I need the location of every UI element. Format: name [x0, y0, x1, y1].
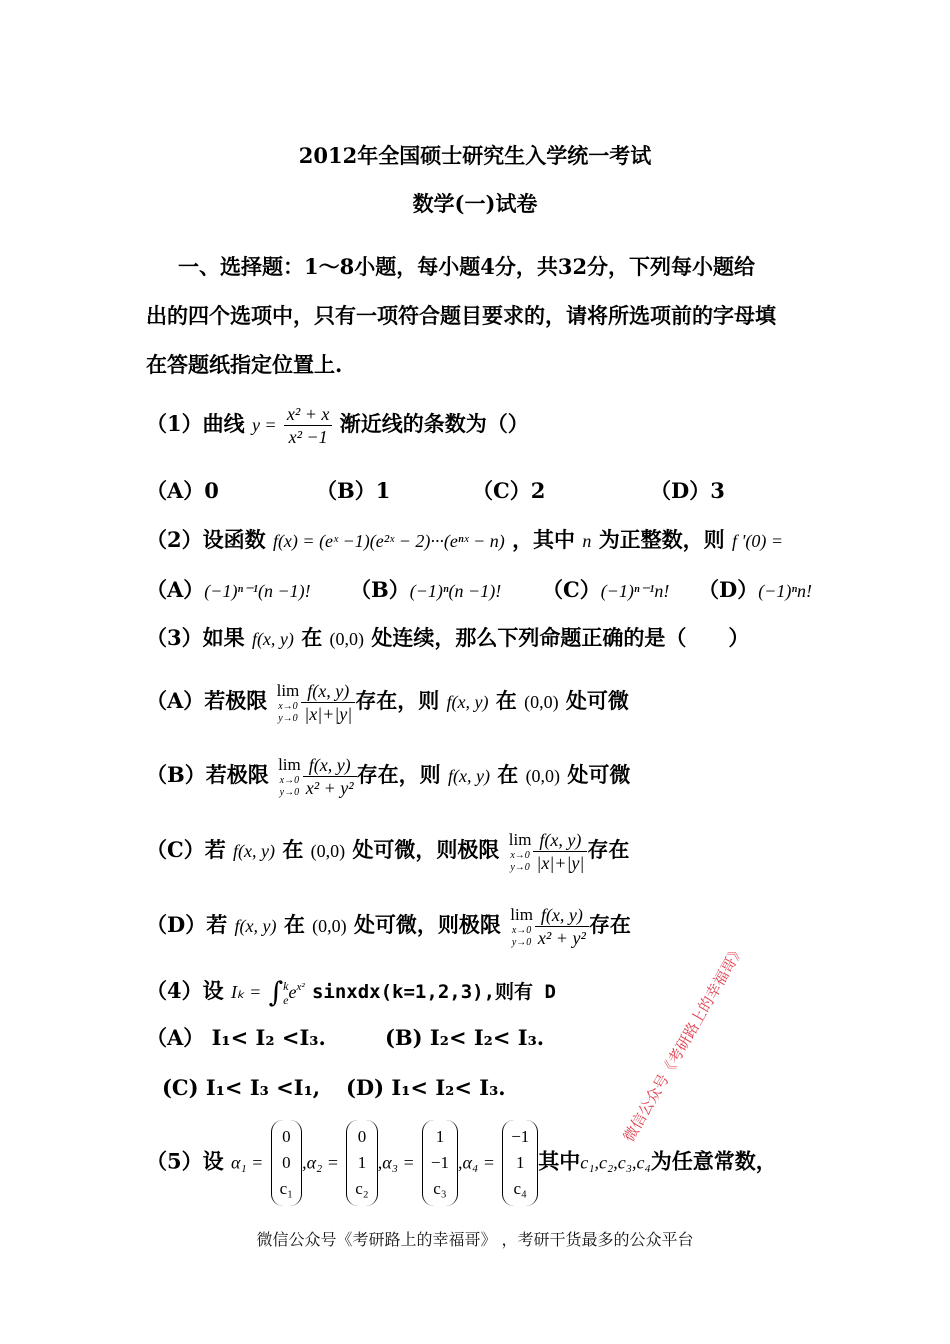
section-heading-line1: 一、选择题：1～8小题，每小题4分，共32分，下列每小题给	[178, 254, 756, 279]
q1-option-b: （B）1	[316, 478, 391, 503]
cell: c₂	[355, 1179, 369, 1198]
cell: 0	[282, 1127, 291, 1146]
q3-c-tail: 存在	[587, 837, 630, 862]
q3-a-fraction	[301, 680, 355, 725]
q2-n: n	[582, 531, 592, 551]
q2-opt-a-label: （A）	[146, 577, 205, 602]
frac-den: x² + y²	[535, 926, 589, 949]
lim-cond-y: y→0	[279, 786, 300, 798]
q4-option-d	[346, 1075, 506, 1101]
lim-cond-y: y→0	[511, 936, 532, 948]
q5-number: （5）设	[146, 1148, 224, 1174]
lim-cond-x: x→0	[511, 924, 532, 936]
lim-cond-y: y→0	[278, 712, 298, 724]
q3-a-tail: 处可微	[565, 688, 629, 713]
q4-number: （4）设	[146, 978, 224, 1003]
q3-c-f: f(x, y)	[233, 841, 275, 861]
q4-opt-a-text: （A） I₁< I₂ <I₃.	[146, 1025, 326, 1050]
q3-point: (0,0)	[329, 629, 365, 649]
q3-d-at: 在	[283, 912, 305, 937]
exam-title: 2012年全国硕士研究生入学统一考试	[298, 143, 652, 168]
q3-d-fraction	[535, 904, 589, 949]
q2-mid: ，其中	[512, 527, 576, 552]
q5-matrix-2	[346, 1120, 377, 1206]
cell: −1	[511, 1127, 530, 1146]
q5-alpha2: ,α₂ =	[302, 1152, 339, 1173]
q4-integrand: e	[288, 982, 297, 1002]
q3-f: f(x, y)	[251, 629, 294, 649]
q3-d-lead: （D）若	[146, 912, 228, 937]
cell: 1	[435, 1127, 445, 1146]
q4-tail: sinxdx(k=1,2,3),则有 D	[311, 981, 556, 1003]
q4-option-b	[385, 1025, 544, 1051]
cell: c₁	[279, 1179, 294, 1198]
lim-word: lim	[510, 904, 533, 924]
q3-a-limit	[277, 681, 300, 725]
lim-cond-x: x→0	[510, 849, 530, 861]
lim-word: lim	[508, 829, 532, 849]
q3-c-point: (0,0)	[310, 841, 346, 861]
lim-cond-x: x→0	[278, 700, 298, 712]
q3-c-at: 在	[282, 837, 304, 862]
q2-option-a	[146, 577, 311, 604]
q3-a-point: (0,0)	[524, 692, 559, 712]
q2-opt-c-label: （C）	[542, 577, 601, 602]
q3-d-tail: 存在	[588, 912, 631, 937]
q3-option-b	[146, 754, 630, 799]
lim-word: lim	[278, 754, 301, 774]
cell: 1	[515, 1153, 525, 1172]
q2-opt-b-math: (−1)ⁿ(n −1)!	[409, 581, 502, 601]
q4-option-a	[146, 1025, 326, 1051]
q1-y: y =	[251, 415, 277, 435]
q4-opt-b-text: (B) I₂< I₂< I₃.	[385, 1025, 545, 1050]
exam-subtitle: 数学(一)试卷	[412, 191, 538, 216]
q3-b-at: 在	[497, 762, 519, 787]
watermark-stamp: 微信公众号《考研路上的幸福哥》	[619, 941, 748, 1145]
q1-fraction	[284, 403, 333, 448]
frac-num: f(x, y)	[540, 905, 583, 925]
q5-matrix-4	[502, 1120, 538, 1206]
q2-number: （2）设函数	[146, 527, 266, 552]
q5-alpha4: ,α₄ =	[458, 1152, 495, 1173]
q3-c-lead: （C）若	[146, 837, 226, 862]
q4-option-c	[162, 1075, 320, 1101]
q3-b-lead: （B）若极限	[146, 762, 269, 787]
section-heading-line2: 出的四个选项中，只有一项符合题目要求的，请将所选项前的字母填	[146, 303, 776, 328]
frac-den: x² + y²	[303, 776, 357, 799]
frac-num: f(x, y)	[308, 755, 351, 775]
section-heading-line3: 在答题纸指定位置上.	[146, 352, 343, 377]
q3-at: 在	[301, 625, 323, 650]
q3-d-point: (0,0)	[312, 916, 347, 936]
q2-opt-a-math: (−1)ⁿ⁻¹(n −1)!	[204, 581, 311, 601]
q4-lower-limit: e	[283, 992, 289, 1007]
q3-a-f: f(x, y)	[446, 692, 489, 712]
q5-tail: 为任意常数，	[650, 1148, 777, 1174]
q5-matrix-1	[271, 1120, 302, 1206]
cell: −1	[430, 1153, 450, 1172]
cell: 0	[282, 1153, 291, 1172]
question-2	[146, 527, 783, 554]
frac-num: f(x, y)	[539, 830, 582, 850]
q4-upper-limit: k	[283, 978, 289, 993]
q2-derivative: f '(0) =	[732, 531, 783, 551]
integral-sign: ∫	[268, 975, 284, 1009]
q5-constants: c₁,c₂,c₃,c₄	[580, 1152, 651, 1173]
question-5	[146, 1120, 777, 1206]
cell: c₄	[513, 1179, 527, 1198]
frac-den: |x|+|y|	[533, 851, 587, 874]
q3-b-mid: 存在，则	[356, 762, 441, 787]
q3-b-fraction	[303, 754, 357, 799]
q2-opt-b-label: （B）	[350, 577, 410, 602]
question-4	[146, 974, 556, 1007]
cell: c₃	[433, 1179, 447, 1198]
q3-d-f: f(x, y)	[234, 916, 277, 936]
q3-b-point: (0,0)	[525, 766, 561, 786]
q3-option-d	[146, 904, 631, 949]
cell: 1	[357, 1153, 367, 1172]
q4-ik: Iₖ =	[230, 982, 262, 1002]
q2-option-c	[542, 577, 669, 604]
q5-alpha3: ,α₃ =	[377, 1152, 415, 1173]
question-3	[146, 625, 749, 652]
q2-opt-c-math: (−1)ⁿ⁻¹n!	[600, 581, 670, 601]
q5-alpha1: α₁ =	[230, 1152, 264, 1173]
q1-option-d: （D）3	[650, 478, 725, 503]
q3-b-limit	[278, 755, 301, 799]
q1-tail: 渐近线的条数为（）	[339, 411, 529, 436]
q2-expr: f(x) = (eˣ −1)(e²ˣ − 2)···(eⁿˣ − n)	[272, 531, 505, 551]
q3-number: （3）如果	[146, 625, 245, 650]
lim-cond-y: y→0	[510, 861, 530, 873]
q2-option-b	[350, 577, 501, 604]
q4-opt-d-text: (D) I₁< I₂< I₃.	[346, 1075, 506, 1100]
frac-den: |x|+|y|	[301, 702, 355, 725]
q3-c-mid: 处可微，则极限	[352, 837, 500, 862]
q3-a-at: 在	[495, 688, 517, 713]
q4-exponent: x²	[296, 981, 305, 993]
q3-d-limit	[510, 905, 533, 949]
q3-option-a	[146, 680, 629, 725]
q2-opt-d-math: (−1)ⁿn!	[758, 581, 813, 601]
q3-a-lead: （A）若极限	[146, 688, 268, 713]
q1-frac-den: x² −1	[284, 425, 333, 448]
q1-number: （1）曲线	[146, 411, 245, 436]
lim-word: lim	[276, 680, 300, 700]
q3-option-c	[146, 829, 629, 874]
q3-tail: 处连续，那么下列命题正确的是（ ）	[371, 625, 750, 650]
q5-mid: 其中	[538, 1148, 581, 1174]
q1-option-c: （C）2	[472, 478, 546, 503]
q3-b-tail: 处可微	[567, 762, 631, 787]
q1-option-a: （A）0	[146, 478, 219, 503]
q4-opt-c-text: (C) I₁< I₃ <I₁,	[162, 1075, 321, 1100]
q3-c-fraction	[533, 829, 587, 874]
q2-option-d	[698, 577, 812, 604]
lim-cond-x: x→0	[279, 774, 300, 786]
q3-b-f: f(x, y)	[447, 766, 490, 786]
q3-d-mid: 处可微，则极限	[353, 912, 501, 937]
page-footer: 微信公众号《考研路上的幸福哥》 ，考研干货最多的公众平台	[256, 1230, 694, 1249]
q1-frac-num: x² + x	[286, 404, 330, 424]
cell: 0	[357, 1127, 367, 1146]
frac-num: f(x, y)	[307, 681, 350, 701]
q5-matrix-3	[422, 1120, 458, 1206]
q2-tail: 为正整数，则	[598, 527, 725, 552]
question-1	[146, 403, 529, 448]
q3-a-mid: 存在，则	[355, 688, 440, 713]
q2-opt-d-label: （D）	[698, 577, 759, 602]
q3-c-limit	[509, 830, 532, 874]
